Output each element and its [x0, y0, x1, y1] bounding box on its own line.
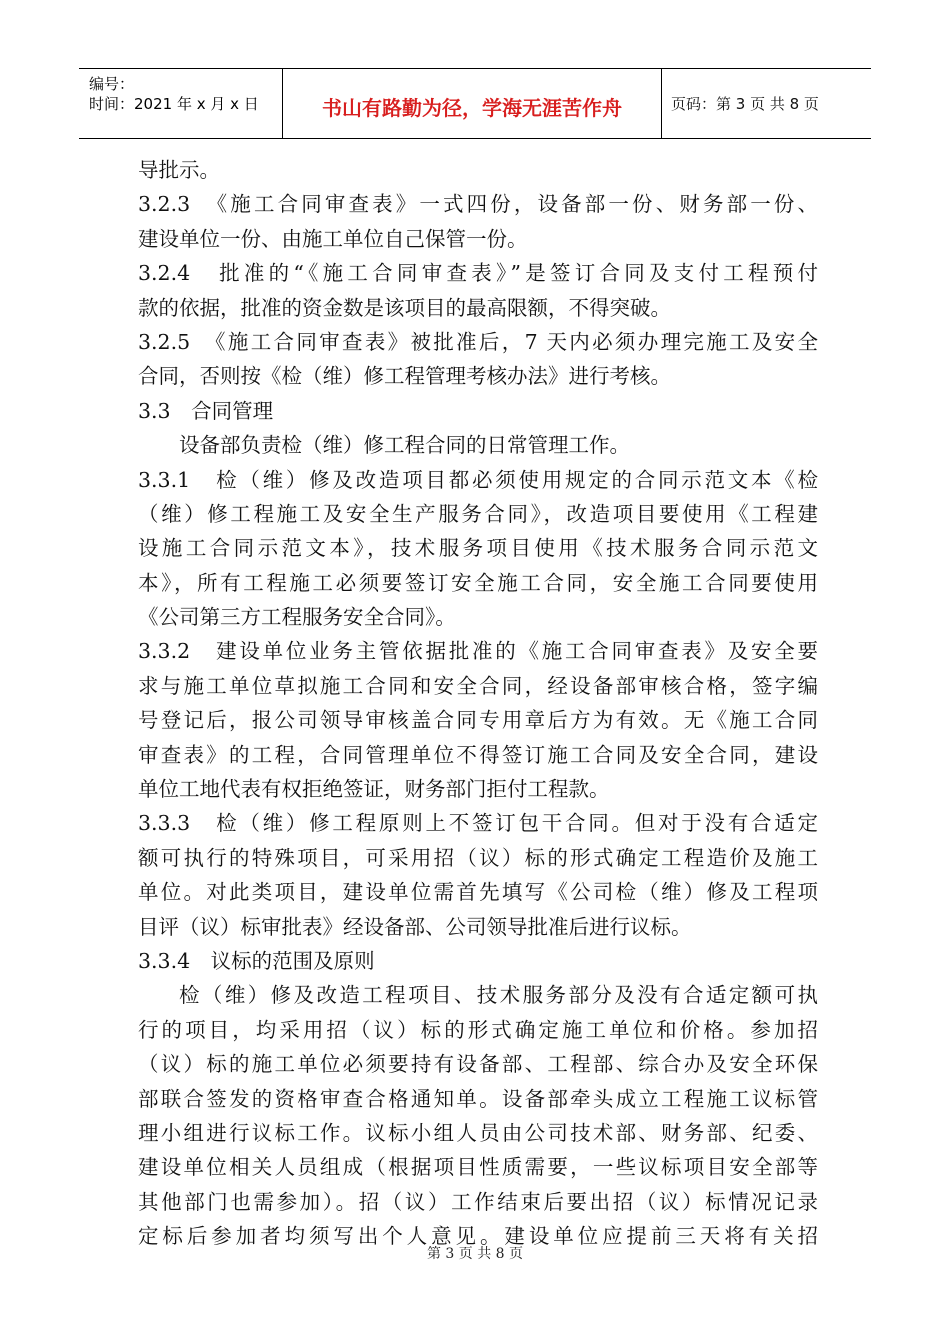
- text-line: 其他部门也需参加）。招（议）工作结束后要出招（议）标情况记录: [138, 1189, 818, 1214]
- text-line: 款的依据，批准的资金数是该项目的最高限额，不得突破。: [138, 295, 671, 320]
- text-line: 审查表》的工程，合同管理单位不得签订施工合同及安全合同，建设: [138, 742, 818, 767]
- section-heading: 3.3 合同管理: [138, 398, 274, 423]
- text-line: 检（维）修及改造工程项目、技术服务部分及没有合适定额可执: [179, 983, 818, 1008]
- text-line: 单位。对此类项目，建设单位需首先填写《公司检（维）修及工程项: [138, 880, 818, 905]
- section-heading: 3.3.4 议标的范围及原则: [138, 948, 375, 973]
- text-line: 3.3.3 检（维）修工程原则上不签订包干合同。但对于没有合适定: [138, 811, 818, 836]
- text-line: 本》，所有工程施工必须要签订安全施工合同，安全施工合同要使用: [138, 570, 818, 595]
- text-line: 3.2.3 《施工合同审查表》一式四份，设备部一份、财务部一份、: [138, 192, 818, 217]
- text-line: 设备部负责检（维）修工程合同的日常管理工作。: [179, 433, 630, 458]
- text-line: 行的项目，均采用招（议）标的形式确定施工单位和价格。参加招: [138, 1017, 818, 1042]
- text-line: 导批示。: [138, 158, 220, 182]
- header-motto: 书山有路勤为径，学海无涯苦作舟: [322, 96, 622, 120]
- text-line: 设施工合同示范文本》，技术服务项目使用《技术服务合同示范文: [138, 536, 818, 561]
- text-line: 目评（议）标审批表》经设备部、公司领导批准后进行议标。: [138, 914, 692, 939]
- text-line: 3.2.4 批准的“《施工合同审查表》”是签订合同及支付工程预付: [138, 261, 818, 286]
- document-body: [138, 153, 818, 1254]
- text-line: （议）标的施工单位必须要持有设备部、工程部、综合办及安全环保: [138, 1052, 818, 1077]
- text-line: 号登记后，报公司领导审核盖合同专用章后方为有效。无《施工合同: [138, 708, 818, 733]
- text-line: 单位工地代表有权拒绝签证，财务部门拒付工程款。: [138, 777, 610, 802]
- header-motto-cell: [282, 69, 662, 138]
- text-line: 定标后参加者均须写出个人意见。建设单位应提前三天将有关招: [138, 1224, 818, 1249]
- text-line: 额可执行的特殊项目，可采用招（议）标的形式确定工程造价及施工: [138, 845, 818, 870]
- text-line: （维）修工程施工及安全生产服务合同》，改造项目要使用《工程建: [138, 501, 818, 526]
- text-line: 部联合签发的资格审查合格通知单。设备部牵头成立工程施工议标管: [138, 1086, 818, 1111]
- text-line: 求与施工单位草拟施工合同和安全合同，经设备部审核合格，签字编: [138, 673, 818, 698]
- document-number-label: 编号：: [89, 75, 135, 93]
- text-line: 3.3.2 建设单位业务主管依据批准的《施工合同审查表》及安全要: [138, 639, 818, 664]
- text-line: 理小组进行议标工作。议标小组人员由公司技术部、财务部、纪委、: [138, 1120, 818, 1145]
- text-line: 建设单位一份、由施工单位自己保管一份。: [138, 226, 528, 251]
- page-footer: 第 3 页 共 8 页: [426, 1246, 524, 1262]
- header-page-info: 页码：第 3 页 共 8 页: [671, 95, 819, 113]
- page-header: [79, 68, 871, 139]
- text-line: 3.2.5 《施工合同审查表》被批准后，7 天内必须办理完施工及安全: [138, 329, 818, 354]
- text-line: 3.3.1 检（维）修及改造项目都必须使用规定的合同示范文本《检: [138, 467, 818, 492]
- header-page-cell: [661, 69, 871, 138]
- header-meta-cell: [79, 69, 282, 138]
- text-line: 《公司第三方工程服务安全合同》。: [138, 605, 456, 630]
- document-date-label: 时间：2021 年 x 月 x 日: [89, 95, 259, 113]
- text-line: 建设单位相关人员组成（根据项目性质需要，一些议标项目安全部等: [138, 1155, 818, 1180]
- text-line: 合同，否则按《检（维）修工程管理考核办法》进行考核。: [138, 364, 671, 389]
